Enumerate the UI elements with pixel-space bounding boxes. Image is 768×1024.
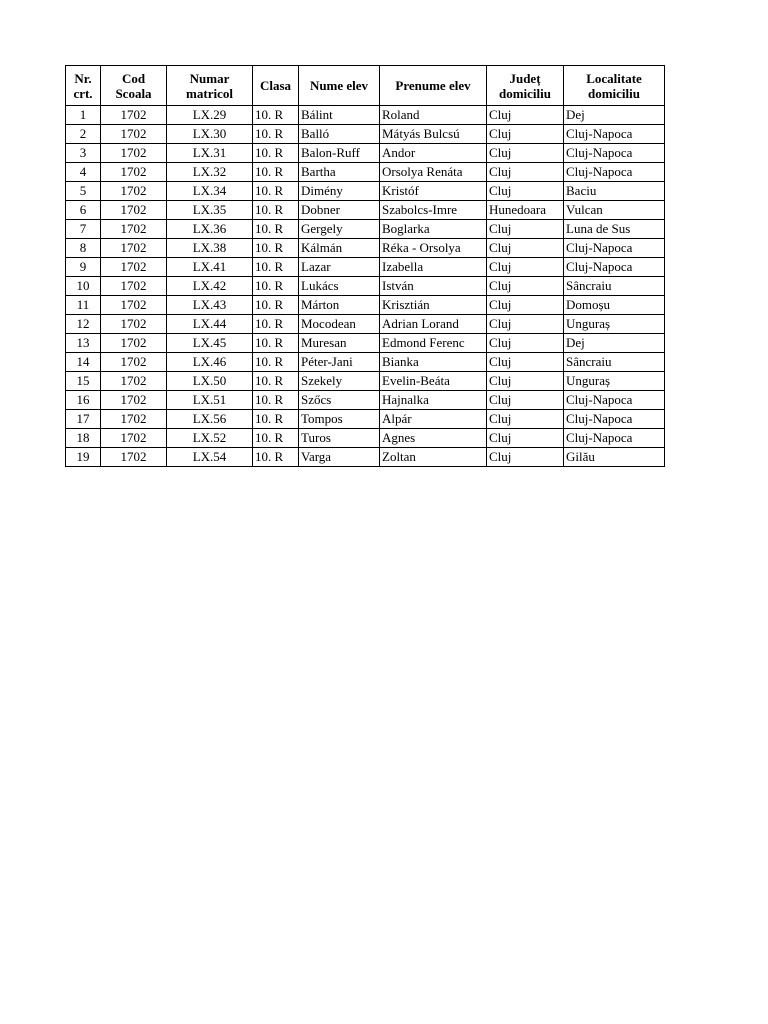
cell-judet: Cluj [487,220,564,239]
cell-clasa: 10. R [253,372,299,391]
cell-cod-scoala: 1702 [101,277,167,296]
cell-prenume-elev: István [380,277,487,296]
table-row [66,372,665,391]
cell-cod-scoala: 1702 [101,201,167,220]
cell-cod-scoala: 1702 [101,258,167,277]
cell-prenume-elev: Edmond Ferenc [380,334,487,353]
table-row [66,334,665,353]
cell-numar-matricol: LX.41 [167,258,253,277]
cell-prenume-elev: Zoltan [380,448,487,467]
table-row [66,315,665,334]
cell-cod-scoala: 1702 [101,410,167,429]
cell-prenume-elev: Boglarka [380,220,487,239]
cell-localitate: Cluj-Napoca [564,163,665,182]
cell-cod-scoala: 1702 [101,182,167,201]
cell-nume-elev: Mocodean [299,315,380,334]
table-row [66,239,665,258]
cell-judet: Cluj [487,163,564,182]
cell-judet: Hunedoara [487,201,564,220]
cell-nr: 19 [66,448,101,467]
cell-cod-scoala: 1702 [101,391,167,410]
cell-cod-scoala: 1702 [101,144,167,163]
cell-clasa: 10. R [253,410,299,429]
cell-nr: 5 [66,182,101,201]
cell-clasa: 10. R [253,391,299,410]
cell-judet: Cluj [487,239,564,258]
cell-clasa: 10. R [253,334,299,353]
cell-judet: Cluj [487,391,564,410]
cell-nume-elev: Dimény [299,182,380,201]
cell-judet: Cluj [487,429,564,448]
cell-prenume-elev: Izabella [380,258,487,277]
table-row [66,353,665,372]
cell-nume-elev: Gergely [299,220,380,239]
cell-nume-elev: Bálint [299,106,380,125]
cell-localitate: Cluj-Napoca [564,258,665,277]
table-row [66,258,665,277]
cell-localitate: Unguraș [564,315,665,334]
cell-localitate: Domoșu [564,296,665,315]
cell-nr: 17 [66,410,101,429]
cell-localitate: Sâncraiu [564,277,665,296]
table-body [66,106,665,467]
cell-localitate: Dej [564,106,665,125]
cell-numar-matricol: LX.52 [167,429,253,448]
cell-numar-matricol: LX.29 [167,106,253,125]
cell-nume-elev: Lazar [299,258,380,277]
cell-judet: Cluj [487,182,564,201]
cell-nume-elev: Kálmán [299,239,380,258]
table-row [66,277,665,296]
cell-clasa: 10. R [253,182,299,201]
table-row [66,163,665,182]
cell-clasa: 10. R [253,239,299,258]
cell-localitate: Luna de Sus [564,220,665,239]
cell-localitate: Cluj-Napoca [564,429,665,448]
col-header-nr: Nr. crt. [66,66,101,106]
table-row [66,106,665,125]
cell-judet: Cluj [487,258,564,277]
cell-cod-scoala: 1702 [101,106,167,125]
cell-localitate: Cluj-Napoca [564,144,665,163]
cell-judet: Cluj [487,277,564,296]
cell-nume-elev: Varga [299,448,380,467]
table-row [66,182,665,201]
cell-localitate: Cluj-Napoca [564,410,665,429]
cell-prenume-elev: Alpár [380,410,487,429]
header-row [66,66,665,106]
col-header-judet-domiciliu: Județ domiciliu [487,66,564,106]
cell-numar-matricol: LX.42 [167,277,253,296]
cell-nume-elev: Tompos [299,410,380,429]
cell-nume-elev: Dobner [299,201,380,220]
table-row [66,429,665,448]
cell-prenume-elev: Bianka [380,353,487,372]
cell-judet: Cluj [487,106,564,125]
cell-cod-scoala: 1702 [101,296,167,315]
table-row [66,201,665,220]
cell-nume-elev: Balon-Ruff [299,144,380,163]
cell-prenume-elev: Evelin-Beáta [380,372,487,391]
cell-cod-scoala: 1702 [101,372,167,391]
student-table [65,65,665,467]
cell-nr: 8 [66,239,101,258]
cell-cod-scoala: 1702 [101,220,167,239]
cell-prenume-elev: Kristóf [380,182,487,201]
cell-judet: Cluj [487,315,564,334]
cell-prenume-elev: Krisztián [380,296,487,315]
table-row [66,220,665,239]
cell-numar-matricol: LX.45 [167,334,253,353]
cell-localitate: Cluj-Napoca [564,125,665,144]
cell-judet: Cluj [487,296,564,315]
cell-clasa: 10. R [253,163,299,182]
cell-numar-matricol: LX.51 [167,391,253,410]
cell-nr: 2 [66,125,101,144]
cell-numar-matricol: LX.32 [167,163,253,182]
cell-prenume-elev: Orsolya Renáta [380,163,487,182]
cell-nr: 7 [66,220,101,239]
cell-localitate: Vulcan [564,201,665,220]
cell-nr: 15 [66,372,101,391]
cell-cod-scoala: 1702 [101,125,167,144]
cell-numar-matricol: LX.50 [167,372,253,391]
table-row [66,125,665,144]
cell-prenume-elev: Roland [380,106,487,125]
cell-prenume-elev: Mátyás Bulcsú [380,125,487,144]
cell-nume-elev: Szőcs [299,391,380,410]
cell-numar-matricol: LX.30 [167,125,253,144]
cell-nr: 13 [66,334,101,353]
cell-nr: 6 [66,201,101,220]
cell-nr: 4 [66,163,101,182]
cell-nr: 3 [66,144,101,163]
cell-numar-matricol: LX.46 [167,353,253,372]
cell-numar-matricol: LX.36 [167,220,253,239]
cell-cod-scoala: 1702 [101,334,167,353]
cell-nr: 16 [66,391,101,410]
cell-judet: Cluj [487,144,564,163]
cell-judet: Cluj [487,334,564,353]
cell-clasa: 10. R [253,201,299,220]
cell-numar-matricol: LX.44 [167,315,253,334]
cell-judet: Cluj [487,448,564,467]
cell-judet: Cluj [487,372,564,391]
cell-clasa: 10. R [253,144,299,163]
cell-clasa: 10. R [253,106,299,125]
cell-cod-scoala: 1702 [101,239,167,258]
cell-prenume-elev: Szabolcs-Imre [380,201,487,220]
cell-nume-elev: Turos [299,429,380,448]
cell-prenume-elev: Réka - Orsolya [380,239,487,258]
cell-numar-matricol: LX.43 [167,296,253,315]
col-header-numar-matricol: Numar matricol [167,66,253,106]
cell-prenume-elev: Hajnalka [380,391,487,410]
cell-localitate: Cluj-Napoca [564,391,665,410]
cell-judet: Cluj [487,125,564,144]
cell-cod-scoala: 1702 [101,353,167,372]
cell-clasa: 10. R [253,296,299,315]
cell-numar-matricol: LX.38 [167,239,253,258]
cell-clasa: 10. R [253,258,299,277]
cell-cod-scoala: 1702 [101,163,167,182]
cell-clasa: 10. R [253,448,299,467]
cell-nume-elev: Péter-Jani [299,353,380,372]
cell-clasa: 10. R [253,220,299,239]
cell-nume-elev: Balló [299,125,380,144]
cell-nr: 11 [66,296,101,315]
col-header-clasa: Clasa [253,66,299,106]
cell-cod-scoala: 1702 [101,429,167,448]
col-header-nume-elev: Nume elev [299,66,380,106]
cell-numar-matricol: LX.54 [167,448,253,467]
cell-nume-elev: Bartha [299,163,380,182]
cell-nr: 14 [66,353,101,372]
table-row [66,296,665,315]
cell-nr: 1 [66,106,101,125]
cell-nr: 12 [66,315,101,334]
cell-nume-elev: Márton [299,296,380,315]
table-row [66,391,665,410]
cell-cod-scoala: 1702 [101,315,167,334]
cell-clasa: 10. R [253,277,299,296]
cell-cod-scoala: 1702 [101,448,167,467]
cell-nume-elev: Szekely [299,372,380,391]
cell-clasa: 10. R [253,315,299,334]
cell-localitate: Unguraș [564,372,665,391]
cell-localitate: Gilău [564,448,665,467]
cell-judet: Cluj [487,353,564,372]
table-row [66,410,665,429]
cell-localitate: Baciu [564,182,665,201]
cell-prenume-elev: Adrian Lorand [380,315,487,334]
cell-localitate: Sâncraiu [564,353,665,372]
cell-nr: 18 [66,429,101,448]
table-row [66,144,665,163]
table-row [66,448,665,467]
cell-clasa: 10. R [253,429,299,448]
cell-nr: 9 [66,258,101,277]
cell-numar-matricol: LX.35 [167,201,253,220]
cell-numar-matricol: LX.31 [167,144,253,163]
cell-judet: Cluj [487,410,564,429]
cell-clasa: 10. R [253,125,299,144]
col-header-cod-scoala: Cod Scoala [101,66,167,106]
cell-nume-elev: Muresan [299,334,380,353]
cell-localitate: Dej [564,334,665,353]
col-header-prenume-elev: Prenume elev [380,66,487,106]
cell-nr: 10 [66,277,101,296]
cell-nume-elev: Lukács [299,277,380,296]
col-header-localitate-domiciliu: Localitate domiciliu [564,66,665,106]
cell-prenume-elev: Agnes [380,429,487,448]
cell-numar-matricol: LX.34 [167,182,253,201]
cell-numar-matricol: LX.56 [167,410,253,429]
cell-prenume-elev: Andor [380,144,487,163]
cell-localitate: Cluj-Napoca [564,239,665,258]
cell-clasa: 10. R [253,353,299,372]
